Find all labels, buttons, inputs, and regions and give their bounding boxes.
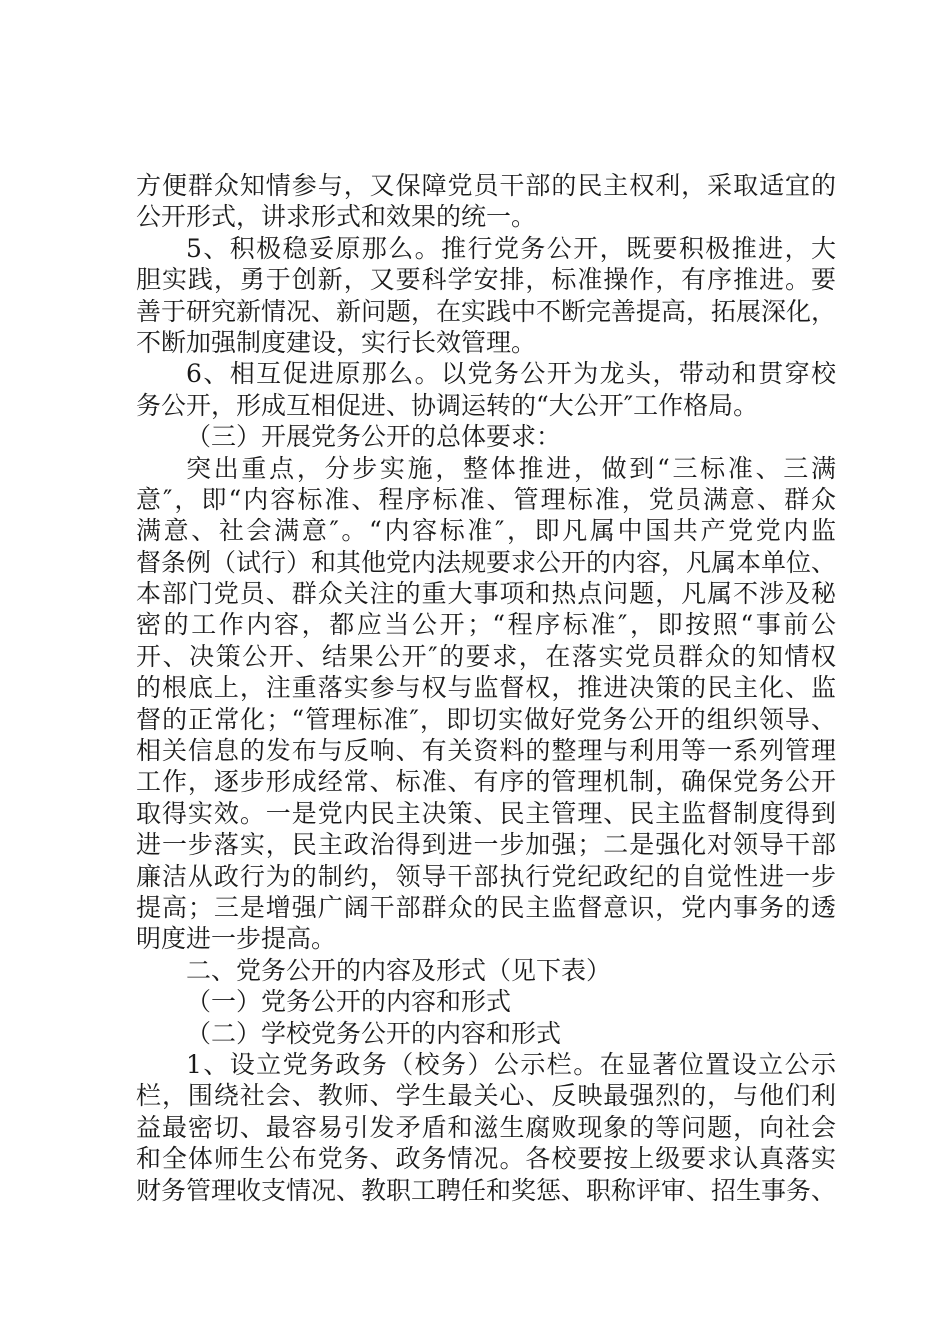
text-line: 务公开，形成互相促进、协调运转的“大公开″工作格局。 <box>136 390 759 420</box>
text-line: 的根底上，注重落实参与权与监督权，推进决策的民主化、监 <box>136 673 836 703</box>
text-line: 取得实效。一是党内民主决策、民主管理、民主监督制度得到 <box>136 798 836 828</box>
text-line: 进一步落实，民主政治得到进一步加强；二是强化对领导干部 <box>136 830 836 860</box>
text-line: 和全体师生公布党务、政务情况。各校要按上级要求认真落实 <box>136 1144 836 1174</box>
text-line: （一）党务公开的内容和形式 <box>186 987 512 1017</box>
text-line: 1、设立党务政务（校务）公示栏。在显著位置设立公示 <box>186 1049 836 1079</box>
text-line: （三）开展党务公开的总体要求： <box>186 422 562 452</box>
text-line: 方便群众知情参与，又保障党员干部的民主权利，采取适宜的 <box>136 171 836 200</box>
text-line: 廉洁从政行为的制约，领导干部执行党纪政纪的自觉性进一步 <box>136 861 836 891</box>
text-line: 工作，逐步形成经常、标准、有序的管理机制，确保党务公开 <box>136 767 836 797</box>
document-body <box>136 170 836 1206</box>
text-line: 满意、社会满意″。“内容标准″，即凡属中国共产党党内监 <box>136 516 836 546</box>
text-line: 益最密切、最容易引发矛盾和滋生腐败现象的等问题，向社会 <box>136 1112 836 1142</box>
text-line: 意″，即“内容标准、程序标准、管理标准，党员满意、群众 <box>136 484 836 514</box>
text-line: 二、党务公开的内容及形式（见下表） <box>186 955 612 985</box>
text-line: 督条例（试行）和其他党内法规要求公开的内容，凡属本单位、 <box>136 547 837 577</box>
text-line: 密的工作内容，都应当公开；“程序标准″，即按照“事前公 <box>136 610 836 640</box>
text-line: 开、决策公开、结果公开″的要求，在落实党员群众的知情权 <box>136 641 836 671</box>
text-line: （二）学校党务公开的内容和形式 <box>186 1018 562 1048</box>
text-line: 本部门党员、群众关注的重大事项和热点问题，凡属不涉及秘 <box>136 579 836 609</box>
text-line: 5、积极稳妥原那么。推行党务公开，既要积极推进，大 <box>186 233 836 263</box>
text-line: 明度进一步提高。 <box>136 924 337 954</box>
text-line: 栏，围绕社会、教师、学生最关心、反映最强烈的，与他们利 <box>136 1081 836 1111</box>
text-line: 突出重点，分步实施，整体推进，做到“三标准、三满 <box>186 453 836 483</box>
text-line: 相关信息的发布与反响、有关资料的整理与利用等一系列管理 <box>136 736 836 766</box>
text-line: 6、相互促进原那么。以党务公开为龙头，带动和贯穿校 <box>186 359 836 389</box>
text-line: 善于研究新情况、新问题，在实践中不断完善提高，拓展深化， <box>136 296 837 326</box>
text-line: 提高；三是增强广阔干部群众的民主监督意识，党内事务的透 <box>136 892 836 922</box>
text-line: 财务管理收支情况、教职工聘任和奖惩、职称评审、招生事务、 <box>136 1175 837 1205</box>
text-line: 公开形式，讲求形式和效果的统一。 <box>136 202 537 232</box>
text-line: 不断加强制度建设，实行长效管理。 <box>136 327 537 357</box>
text-line: 督的正常化；“管理标准″，即切实做好党务公开的组织领导、 <box>136 704 836 734</box>
text-line: 胆实践，勇于创新，又要科学安排，标准操作，有序推进。要 <box>136 265 836 295</box>
